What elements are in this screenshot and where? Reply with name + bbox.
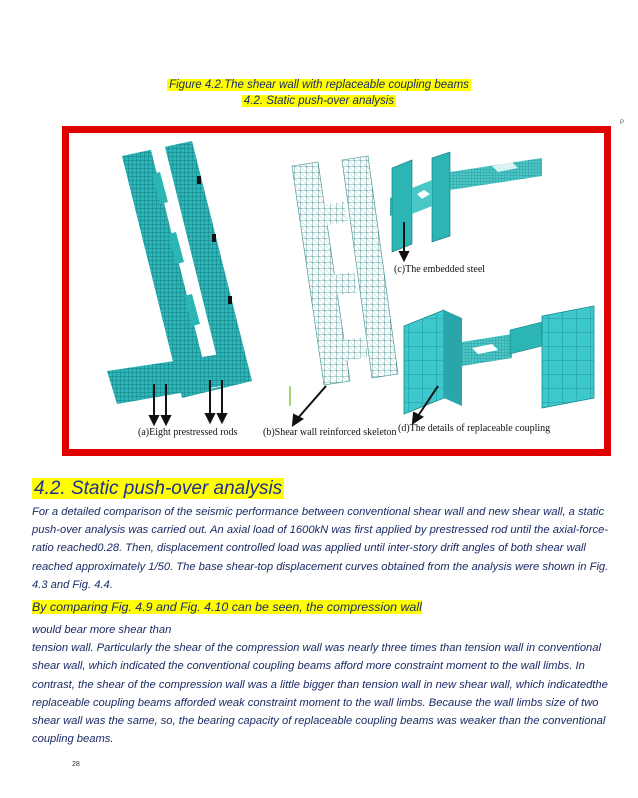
- paragraph-pushover: For a detailed comparison of the seismic performance between conventional shear wall and new shear wall, a static push-over analysis was carried out. An axial load of 1600kN was first applied by prestressed rod until the axial-force-ratio reached0.28. Then, displacement controlled load was applied until inter-story drift angles of both shear wall reached approximately 1/50. The base shear-top displacement curves obtained from the analysis were shown in Fig. 4.3 and Fig. 4.4.: [32, 506, 609, 591]
- figure-label-c: (c)The embedded steel: [394, 264, 486, 275]
- paragraph-comparison: would bear more shear than tension wall. Particularly the shear of the compression wall was nearly three times than tension wall in conventional shear wall, which indicated the conventional coupling beams afford more constraint moment to the wall limbs. In contrast, the shear of the compression wall was a little bigger than tension wall in new shear wall, which indicatedthe replaceable coupling beams afforded weak constraint moment to the wall limbs. Because the wall limbs size of two shear wall was the same, so, the bearing capacity of replaceable coupling beams was weaker than the conventional coupling beams.: [32, 624, 608, 746]
- figure-image: [69, 133, 604, 449]
- section-caption: 4.2. Static push-over analysis: [243, 95, 395, 107]
- skeleton-arrow: [293, 386, 326, 425]
- embedded-steel-group: [390, 152, 542, 252]
- figure-label-a: (a)Eight prestressed rods: [138, 427, 238, 438]
- margin-mark: P: [620, 120, 625, 126]
- figure-label-b: (b)Shear wall reinforced skeleton: [263, 427, 397, 438]
- figure-caption: Figure 4.2.The shear wall with replaceable coupling beams: [169, 79, 469, 91]
- wall-b-skeleton: [290, 156, 398, 406]
- coupling-detail-group: [404, 306, 594, 414]
- page-number: 28: [72, 761, 80, 768]
- wall-a-group: [107, 141, 252, 404]
- shear-wall-illustration: [72, 136, 601, 446]
- highlighted-sentence: By comparing Fig. 4.9 and Fig. 4.10 can be seen, the compression wall: [32, 600, 422, 614]
- section-heading: 4.2. Static push-over analysis: [34, 478, 283, 499]
- figure-frame: [62, 126, 611, 456]
- figure-label-d: (d)The details of replaceable coupling: [398, 423, 551, 434]
